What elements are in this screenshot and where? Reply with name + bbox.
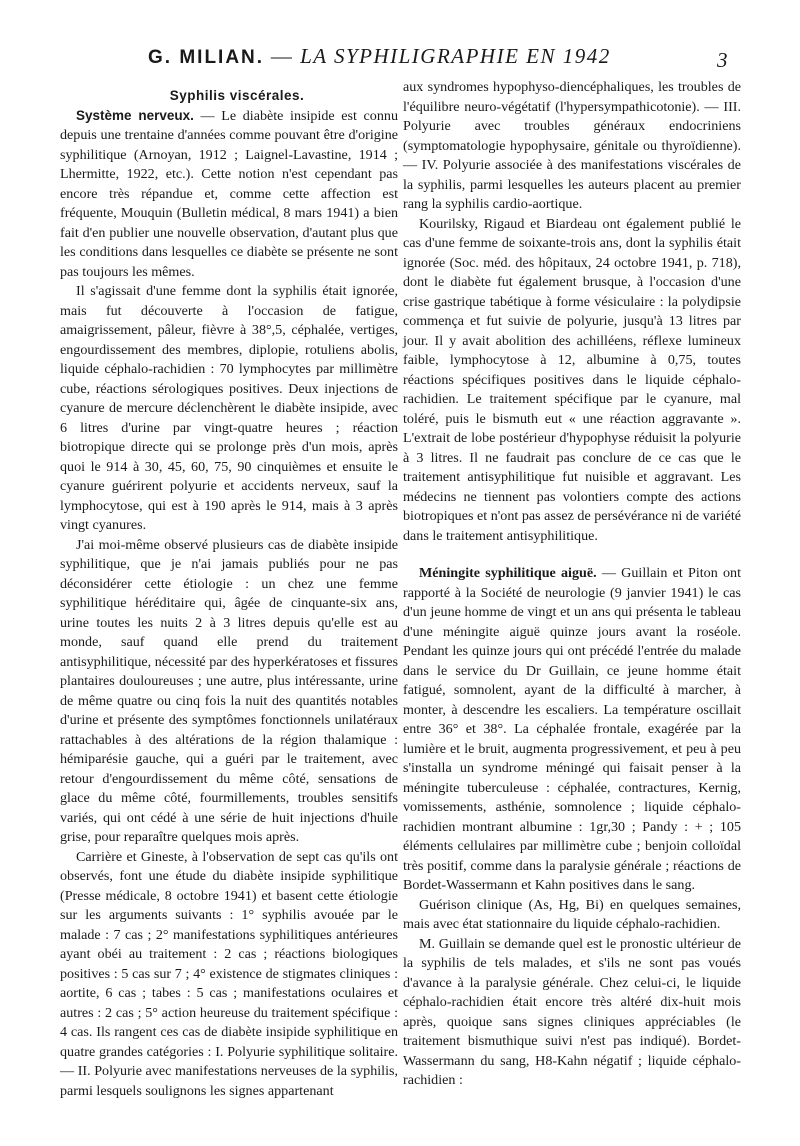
runin-heading: Méningite syphilitique aiguë.: [419, 565, 597, 581]
page-number: 3: [717, 48, 728, 72]
section-title: Syphilis viscérales.: [169, 88, 305, 103]
paragraph: [403, 564, 741, 896]
paragraph: M. Guillain se demande quel est le pronostic ultérieur de la syphilis de tels malades, et s'ils ne sont pas voués d'avance à la paralysie générale. Chez celui-ci, le liquide céphalo-rachidien était encore très altéré dix-huit mois après, quoique sans signes cliniques appréciables (le traitement bismuthique suivi n'est pas indiqué). Bordet-Wassermann du sang, H8-Kahn négatif ; liquide céphalo-rachidien :: [403, 935, 741, 1088]
paragraph-text: — Guillain et Piton ont rapporté à la Société de neurologie (9 janvier 1941) le cas d'un jeune homme de vingt et un ans qui présenta le tableau d'une méningite aiguë quinze jours avant la roséole. Pendant les quinze jours qui ont précédé l'entrée du malade dans le service du Dr Guillain, ce jeune homme était fatigué, somnolent, ayant de la difficulté à marcher, à monter, à descendre les escaliers. La température oscillait entre 36° et 38°. La céphalée frontale, exagérée par la lumière et le bruit, augmenta progressivement, et peu à peu s'installa un syndrome méningé qui faisait penser à la méningite tuberculeuse : céphalée, contractures, Kernig, vomissements, asthénie, somnolence ; liquide céphalo-rachidien montrant albumine : 1gr,30 ; Pandy : + ; 105 éléments cellulaires par millimètre cube ; benjoin colloïdal très positif, comme dans la paralysie générale ; réactions de Bordet-Wassermann et Kahn positives dans le sang.: [403, 565, 741, 893]
header-separator: —: [264, 44, 301, 68]
left-column: [60, 80, 398, 1101]
paragraph: Il s'agissait d'une femme dont la syphilis était ignorée, mais fut découverte à l'occasion de fatigue, amaigrissement, pâleur, fièvre à 38°,5, céphalée, vertiges, engourdissement des membres, diplopie, rotuliens abolis, liquide céphalo-rachidien : 70 lymphocytes par millimètre cube, réactions sérologiques positives. Deux injections de cyanure de mercure déclenchèrent le diabète insipide, avec 6 litres d'urine par vingt-quatre heures ; réaction biotropique directe qui se prolonge près d'un mois, après quoi le 914 à 30, 45, 60, 75, 90 cinquièmes et ensuite le cyanure guérirent polyurie et accidents nerveux, sauf la lymphocytose, qui est à 190 après le 914, mais à 3 après vingt cyanures.: [60, 283, 398, 533]
header-author: G. MILIAN.: [148, 47, 265, 68]
running-head: [148, 44, 611, 69]
paragraph: Kourilsky, Rigaud et Biardeau ont également publié le cas d'une femme de soixante-trois ans, dont la syphilis était ignorée (Soc. méd. des hôpitaux, 24 octobre 1941, p. 718), dont le diabète fut également brusque, à l'occasion d'une crise gastrique tabétique à forme vésiculaire : la polydipsie commença et fut suivie de polyurie, jusqu'à 13 litres par jour. Il y avait abolition des achilléens, réflexe lumineux faible, lymphocytose à 12, albumine à 0,75, toutes réactions spécifiques positives dans le liquide céphalo-rachidien. Le traitement spécifique par le cyanure, mal toléré, puis le bismuth eut « une réaction aggravante ». L'extrait de lobe postérieur d'hypophyse réduisit la polyurie à 3 litres. Il ne faudrait pas conclure de ce cas que le traitement antisyphilitique fut nuisible et aggravant. Les médecins ne tiennent pas volontiers compte des actions biotropiques et n'ont pas assez de persévérance ni de variété dans le traitement antisyphilitique.: [403, 215, 741, 544]
paragraph: [60, 106, 398, 283]
paragraph: J'ai moi-même observé plusieurs cas de diabète insipide syphilitique, que je n'ai jamais publiés pour ne pas déconsidérer cette étiologie : un chez une femme syphilitique héréditaire qui, âgée de cinquante-six ans, urine toutes les nuits 2 à 3 litres depuis qu'elle est au monde, sauf quand elle prend du traitement antisyphilitique, nécessité par des hyperkératoses et fissures plantaires douloureuses ; une autre, plus intéressante, urine de même quatre ou cinq fois la nuit des quantités notables d'urine et présente des symptômes fonctionnels unilatéraux rattachables à des altérations de la région thalamique : hémiparésie gauche, qui a guéri par le traitement, avec retour d'engourdissement du même côté, sensations de glace du même côté, fourmillements, troubles sensitifs variés, qui ont cédé à une série de huit injections d'huile grise, pour reparaître quelques mois après.: [60, 536, 398, 845]
paragraph-text: — Le diabète insipide est connu depuis une trentaine d'années comme pouvant être d'origine syphilitique (Arnoyan, 1912 ; Laignel-Lavastine, 1914 ; Lhermitte, 1922, etc.). Cette notion n'est cependant pas encore très répandue et, comme cette affection est fréquente, Mouquin (Bulletin médical, 8 mars 1941) a bien fait d'en publier une nouvelle observation, d'autant plus que les conditions dans lesquelles ce diabète se présente ne sont pas toujours les mêmes.: [60, 107, 398, 280]
right-column: [403, 78, 741, 1091]
paragraph: Guérison clinique (As, Hg, Bi) en quelques semaines, mais avec état stationnaire du liquide céphalo-rachidien.: [403, 896, 741, 932]
paragraph: aux syndromes hypophyso-diencéphaliques, les troubles de l'équilibre neuro-végétatif (l'hypersympathicotonie). — III. Polyurie avec troubles généraux endocriniens (symptomatologie hypophysaire, génitale ou thyroïdienne). — IV. Polyurie associée à des manifestations viscérales de la syphilis, parmi lesquelles les auteurs placent au premier rang la syphilis cardio-aortique.: [403, 79, 741, 212]
runin-heading: Système nerveux.: [76, 107, 194, 123]
header-title: LA SYPHILIGRAPHIE EN 1942: [300, 44, 611, 68]
paragraph: Carrière et Gineste, à l'observation de sept cas qu'ils ont observés, font une étude du diabète insipide syphilitique (Presse médicale, 8 octobre 1941) et basent cette étiologie sur les arguments suivants : 1° syphilis avouée par le malade : 7 cas ; 2° manifestations syphilitiques antérieures ayant obéi au traitement : 2 cas ; réactions biologiques positives : 5 cas sur 7 ; 4° existence de stigmates cliniques : aortite, 6 cas ; tabes : 5 cas ; manifestations oculaires et autres : 2 cas ; 5° action heureuse du traitement spécifique : 4 cas. Ils rangent ces cas de diabète insipide syphilitique en quatre grandes catégories : I. Polyurie syphilitique solitaire. — II. Polyurie avec manifestations nerveuses de la syphilis, parmi lesquels soulignons les signes appartenant: [60, 848, 398, 1099]
